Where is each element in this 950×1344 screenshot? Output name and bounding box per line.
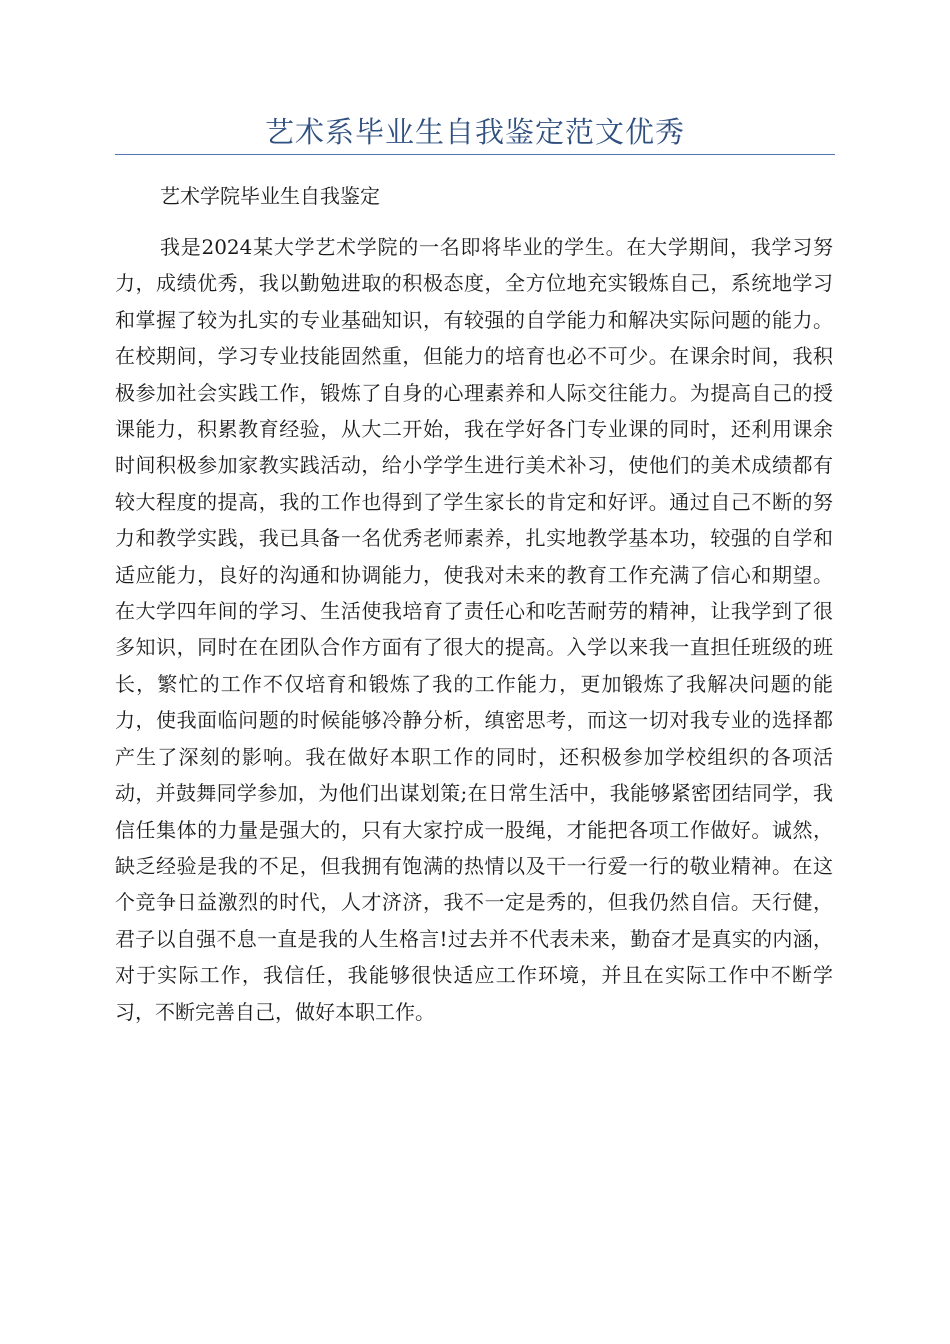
document-subtitle: 艺术学院毕业生自我鉴定 xyxy=(160,184,380,208)
body-paragraph: 我是2024某大学艺术学院的一名即将毕业的学生。在大学期间，我学习努力，成绩优秀，我以勤勉进取的积极态度，全方位地充实锻炼自己，系统地学习和掌握了较为扎实的专业基础知识，有较强的自学能力和解决实际问题的能力。在校期间，学习专业技能固然重，但能力的培育也必不可少。在课余时间，我积极参加社会实践工作，锻炼了自身的心理素养和人际交往能力。为提高自己的授课能力，积累教育经验，从大二开始，我在学好各门专业课的同时，还利用课余时间积极参加家教实践活动，给小学学生进行美术补习，使他们的美术成绩都有较大程度的提高，我的工作也得到了学生家长的肯定和好评。通过自己不断的努力和教学实践，我已具备一名优秀老师素养，扎实地教学基本功，较强的自学和适应能力，良好的沟通和协调能力，使我对未来的教育工作充满了信心和期望。在大学四年间的学习、生活使我培育了责任心和吃苦耐劳的精神，让我学到了很多知识，同时在在团队合作方面有了很大的提高。入学以来我一直担任班级的班长，繁忙的工作不仅培育和锻炼了我的工作能力，更加锻炼了我解决问题的能力，使我面临问题的时候能够冷静分析，缜密思考，而这一切对我专业的选择都产生了深刻的影响。我在做好本职工作的同时，还积极参加学校组织的各项活动，并鼓舞同学参加，为他们出谋划策;在日常生活中，我能够紧密团结同学，我信任集体的力量是强大的，只有大家拧成一股绳，才能把各项工作做好。诚然，缺乏经验是我的不足，但我拥有饱满的热情以及干一行爱一行的敬业精神。在这个竞争日益激烈的时代，人才济济，我不一定是秀的，但我仍然自信。天行健，君子以自强不息一直是我的人生格言!过去并不代表未来，勤奋才是真实的内涵，对于实际工作，我信任，我能够很快适应工作环境，并且在实际工作中不断学习，不断完善自己，做好本职工作。 xyxy=(115,235,833,1024)
title-underline xyxy=(115,154,835,155)
document-title: 艺术系毕业生自我鉴定范文优秀 xyxy=(264,115,685,149)
